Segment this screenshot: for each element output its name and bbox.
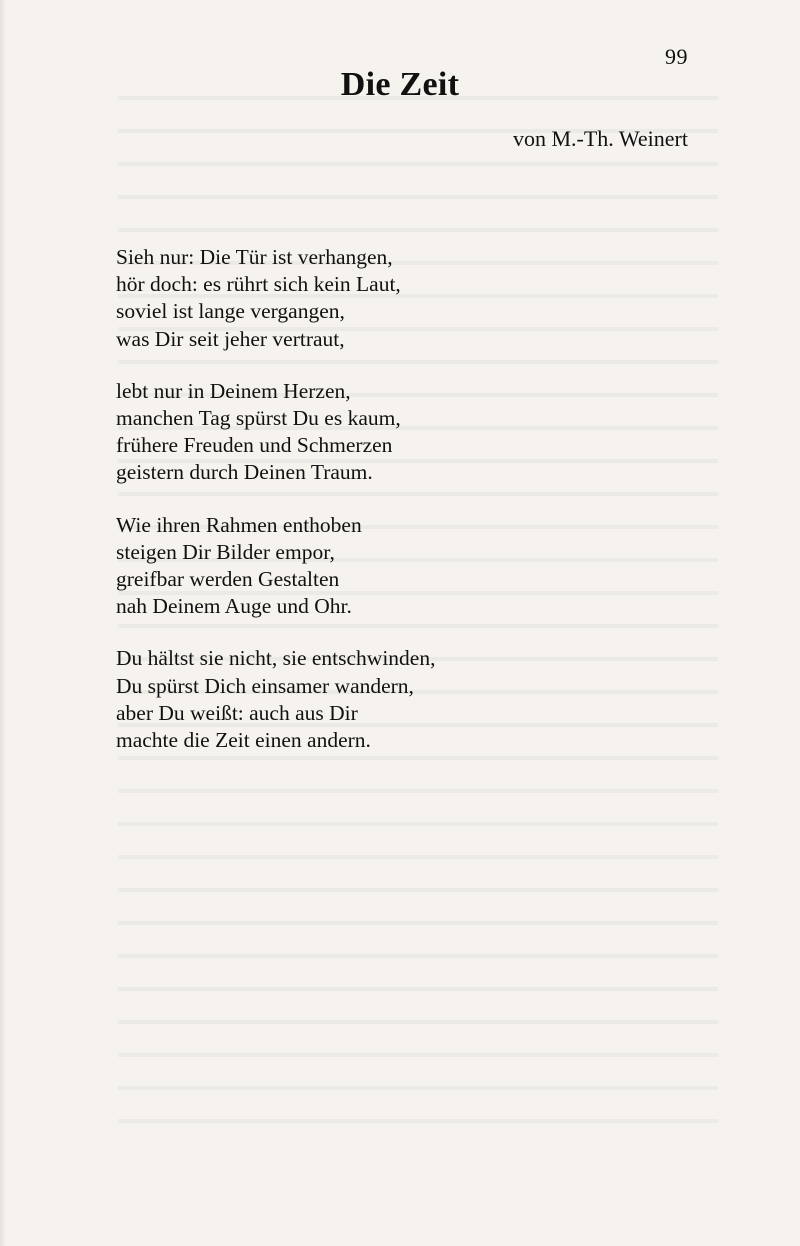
page-edge-shadow [0,0,6,1246]
poem-line: nah Deinem Auge und Ohr. [116,594,352,619]
poem-line: machte die Zeit einen andern. [116,728,371,753]
poem-line: Du spürst Dich einsamer wandern, [116,673,414,698]
poem-line: Wie ihren Rahmen enthoben [116,512,362,537]
poem-line: aber Du weißt: auch aus Dir [116,700,358,725]
poem-line: hör doch: es rührt sich kein Laut, [116,272,401,297]
poem-title: Die Zeit [340,66,460,103]
poem-line: soviel ist lange vergangen, [116,299,345,324]
stanza [116,244,676,353]
poem-line: Du hältst sie nicht, sie entschwinden, [116,646,436,671]
stanza [116,645,676,754]
stanza [116,378,676,487]
poem-author: von M.-Th. Weinert [512,126,688,151]
stanza [116,512,676,621]
poem-line: lebt nur in Deinem Herzen, [116,378,351,403]
poem-line: was Dir seit jeher vertraut, [116,326,345,351]
poem-line: greifbar werden Gestalten [116,567,340,592]
poem-line: manchen Tag spürst Du es kaum, [116,406,401,431]
poem-line: geistern durch Deinen Traum. [116,460,373,485]
poem-line: Sieh nur: Die Tür ist verhangen, [116,245,393,269]
poem-line: frühere Freuden und Schmerzen [116,433,393,458]
poem-line: steigen Dir Bilder empor, [116,539,335,564]
page-number: 99 [665,44,688,69]
poem-body [116,244,676,779]
